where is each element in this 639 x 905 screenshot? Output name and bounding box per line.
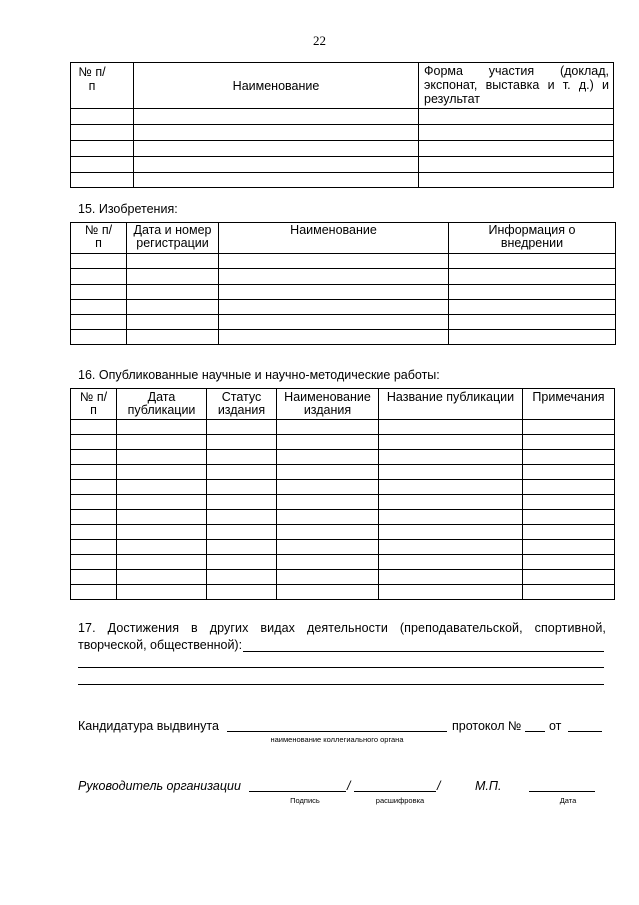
col-name-header: Наименование [232, 78, 320, 93]
table-row [71, 525, 615, 540]
table-header-row [71, 63, 614, 109]
section-17-line1: 17. Достижения в других видах деятельности (преподавательской, спортивной, [78, 621, 606, 635]
col-status-header: Статус издания [217, 390, 266, 417]
from-label: от [549, 719, 562, 733]
col-num-header: № п/п [84, 223, 113, 250]
section-17-line2: творческой, общественной): [78, 638, 243, 652]
protocol-label: протокол № [452, 719, 522, 733]
col-edition-header: Наименование издания [284, 390, 371, 417]
protocol-number-field[interactable] [525, 731, 545, 732]
table-row [71, 300, 616, 315]
table-row [71, 285, 616, 300]
table-row [71, 480, 615, 495]
col-name-header: Наименование [290, 223, 377, 237]
col-num-header: № п/п [79, 390, 108, 417]
participation-table [70, 62, 614, 188]
section-17-blank-line[interactable] [78, 684, 604, 685]
col-title-header: Название публикации [386, 390, 515, 404]
table-row [71, 420, 615, 435]
head-label: Руководитель организации [78, 779, 241, 793]
signature-field[interactable] [249, 791, 346, 792]
candidacy-label: Кандидатура выдвинута [78, 719, 219, 733]
table-row [71, 435, 615, 450]
table-row [71, 465, 615, 480]
col-info-header: Информация о внедрении [488, 223, 576, 250]
table-row [71, 315, 616, 330]
table-row [71, 450, 615, 465]
table-header-row [71, 389, 615, 420]
section-17-blank-line[interactable] [243, 651, 604, 652]
table-header-row [71, 223, 616, 254]
slash-separator: / [347, 779, 351, 793]
table-row [71, 173, 614, 188]
col-form-header-line3: результат [424, 92, 481, 106]
table-row [71, 125, 614, 141]
inventions-table [70, 222, 616, 345]
collegial-body-caption: наименование коллегиального органа [270, 735, 404, 744]
page-number: 22 [313, 33, 326, 48]
col-date-header: Дата публикации [127, 390, 196, 417]
slash-separator: / [437, 779, 441, 793]
table-row [71, 157, 614, 173]
protocol-date-field[interactable] [568, 731, 602, 732]
date-field[interactable] [529, 791, 595, 792]
table-row [71, 109, 614, 125]
table-row [71, 254, 616, 269]
section-16-title: 16. Опубликованные научные и научно-методические работы: [78, 368, 440, 382]
table-row [71, 540, 615, 555]
stamp-label: М.П. [475, 779, 502, 793]
section-17-blank-line[interactable] [78, 667, 604, 668]
col-num-header: № п/п [78, 65, 106, 93]
signature-caption: Подпись [290, 796, 320, 805]
table-row [71, 555, 615, 570]
collegial-body-field[interactable] [227, 731, 447, 732]
date-caption: Дата [559, 796, 577, 805]
col-date-header: Дата и номер регистрации [133, 223, 212, 250]
table-row [71, 495, 615, 510]
col-form-header-line2: экспонат, выставка и т. д.) и [424, 78, 609, 92]
table-row [71, 141, 614, 157]
table-row [71, 570, 615, 585]
decoding-field[interactable] [354, 791, 436, 792]
col-notes-header: Примечания [532, 390, 605, 404]
table-row [71, 269, 616, 285]
publications-table [70, 388, 615, 600]
table-row [71, 330, 616, 345]
col-form-header-line1: Форма участия (доклад, [424, 64, 609, 78]
section-15-title: 15. Изобретения: [78, 202, 178, 216]
table-row [71, 585, 615, 600]
decoding-caption: расшифровка [375, 796, 425, 805]
table-row [71, 510, 615, 525]
